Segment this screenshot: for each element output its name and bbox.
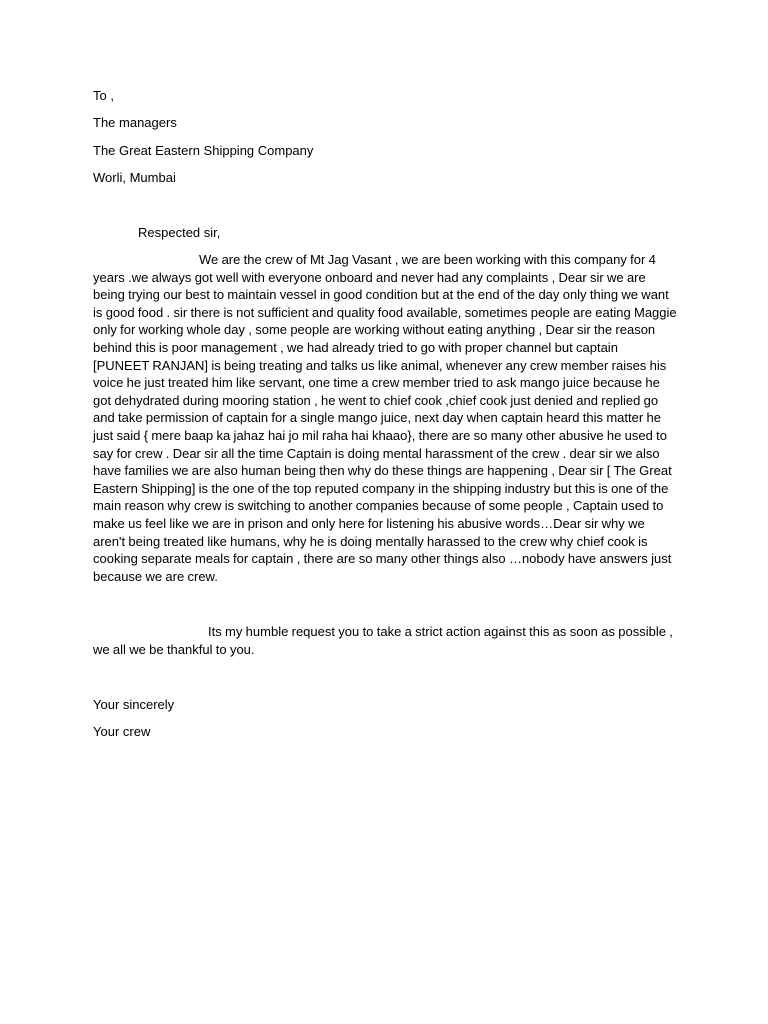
salutation: Respected sir, [138,225,221,240]
location-line: Worli, Mumbai [93,170,176,185]
company-line: The Great Eastern Shipping Company [93,143,314,158]
closing-line: Your sincerely [93,697,175,712]
recipient-line: The managers [93,115,177,130]
signature-line: Your crew [93,724,151,739]
request-paragraph: Its my humble request you to take a strict action against this as soon as possible , we all we be thankful to you. [93,624,673,657]
letter-page [93,0,677,1024]
letter-body-paragraph: We are the crew of Mt Jag Vasant , we are been working with this company for 4 years .we always got well with everyone onboard and never had any complaints , Dear sir we are being trying our best to maintain vessel in good condition but at the end of the day only thing we want is good food . sir there is not sufficient and quality food available, sometimes people are eating Maggie only for working whole day , some people are working without eating anything , Dear sir the reason behind this is poor management , we had already tried to go with proper channel but captain [PUNEET RANJAN] is being treating and talks us like animal, whenever any crew member raises his voice he just treated him like servant, one time a crew member tried to ask mango juice because he got dehydrated during mooring station , he went to chief cook ,chief cook just denied and replied go and take permission of captain for a single mango juice, next day when captain heard this matter he just said { mere baap ka jahaz hai jo mil raha hai khaao}, there are so many other abusive he used to say for crew . Dear sir all the time Captain is doing mental harassment of the crew . dear sir we also have families we are also human being then why do these things are happening , Dear sir [ The Great Eastern Shipping] is the one of the top reputed company in the shipping industry but this is one of the main reason why crew is switching to another companies because of some people , Captain used to make us feel like we are in prison and only here for listening his abusive words…Dear sir why we aren't being treated like humans, why he is doing mentally harassed to the crew why chief cook is cooking separate meals for captain , there are so many other things also …nobody have answers just because we are crew. [93,252,677,584]
to-line: To , [93,88,114,103]
